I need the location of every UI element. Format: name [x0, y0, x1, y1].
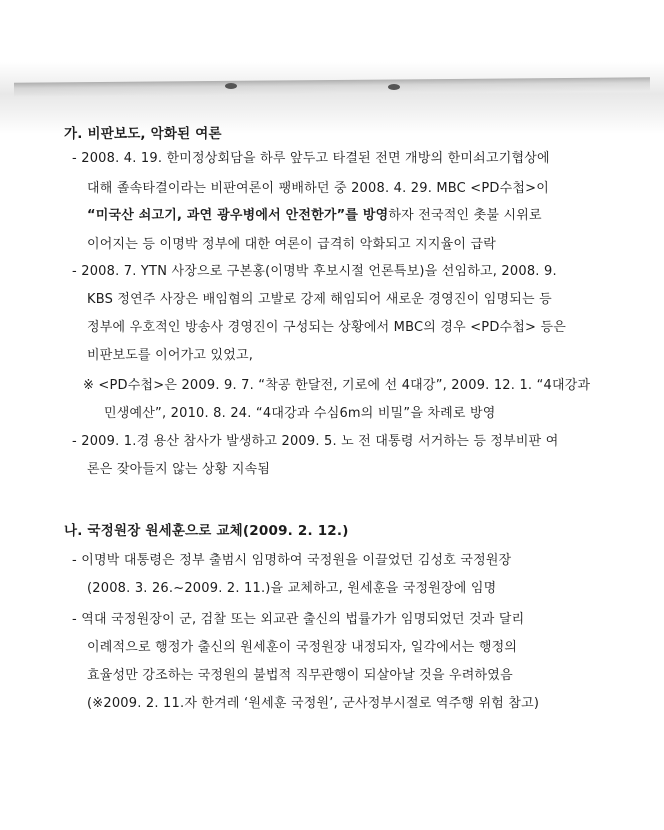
item-a2-line3: 정부에 우호적인 방송사 경영진이 구성되는 상황에서 MBC의 경우 <PD수첩> 등은 — [87, 320, 566, 335]
item-b2-line4: (※2009. 2. 11.자 한겨레 ‘원세훈 국정원’, 군사정부시절로 역주행 위험 참고) — [87, 696, 540, 711]
item-b2-line1: - 역대 국정원장이 군, 검찰 또는 외교관 출신의 법률가가 임명되었던 것과 달리 — [72, 612, 525, 627]
section-heading-a: 가. 비판보도, 악화된 여론 — [64, 126, 222, 142]
section-heading-b: 나. 국정원장 원세훈으로 교체(2009. 2. 12.) — [64, 523, 349, 539]
item-a1-line4: 이어지는 등 이명박 정부에 대한 여론이 급격히 악화되고 지지율이 급락 — [87, 237, 496, 252]
item-a1-line1: - 2008. 4. 19. 한미정상회담을 하루 앞두고 타결된 전면 개방의 한미쇠고기협상에 — [72, 151, 550, 166]
item-b1-line1: - 이명박 대통령은 정부 출범시 임명하여 국정원을 이끌었던 김성호 국정원장 — [72, 553, 512, 568]
note-line2: 민생예산”, 2010. 8. 24. “4대강과 수심6m의 비밀”을 차례로 방영 — [104, 406, 496, 421]
item-a3-line1: - 2009. 1.경 용산 참사가 발생하고 2009. 5. 노 전 대통령 서거하는 등 정부비판 여 — [72, 434, 559, 449]
pd-notebook-title: “미국산 쇠고기, 과연 광우병에서 안전한가”를 방영 — [87, 208, 389, 223]
note-line1: ※ <PD수첩>은 2009. 9. 7. “착공 한달전, 기로에 선 4대강”, 2009. 12. 1. “4대강과 — [83, 378, 591, 393]
item-a1-line3-rest: 하자 전국적인 촛불 시위로 — [388, 208, 542, 223]
item-a2-line2: KBS 정연주 사장은 배임혐의 고발로 강제 해임되어 새로운 경영진이 임명되는 등 — [87, 292, 552, 307]
item-b2-line2: 이례적으로 행정가 출신의 원세훈이 국정원장 내정되자, 일각에서는 행정의 — [87, 640, 518, 655]
item-a1-line2: 대해 졸속타결이라는 비판여론이 팽배하던 중 2008. 4. 29. MBC <PD수첩>이 — [87, 181, 549, 196]
item-b2-line3: 효율성만 강조하는 국정원의 불법적 직무관행이 되살아날 것을 우려하였음 — [87, 668, 513, 683]
item-a2-line4: 비판보도를 이어가고 있었고, — [87, 348, 254, 363]
item-a2-line1: - 2008. 7. YTN 사장으로 구본홍(이명박 후보시절 언론특보)을 선임하고, 2008. 9. — [72, 264, 557, 279]
item-b1-line2: (2008. 3. 26.~2009. 2. 11.)을 교체하고, 원세훈을 국정원장에 임명 — [87, 581, 497, 596]
item-a3-line2: 론은 잦아들지 않는 상황 지속됨 — [87, 462, 271, 477]
item-a1-line3 — [87, 208, 542, 224]
